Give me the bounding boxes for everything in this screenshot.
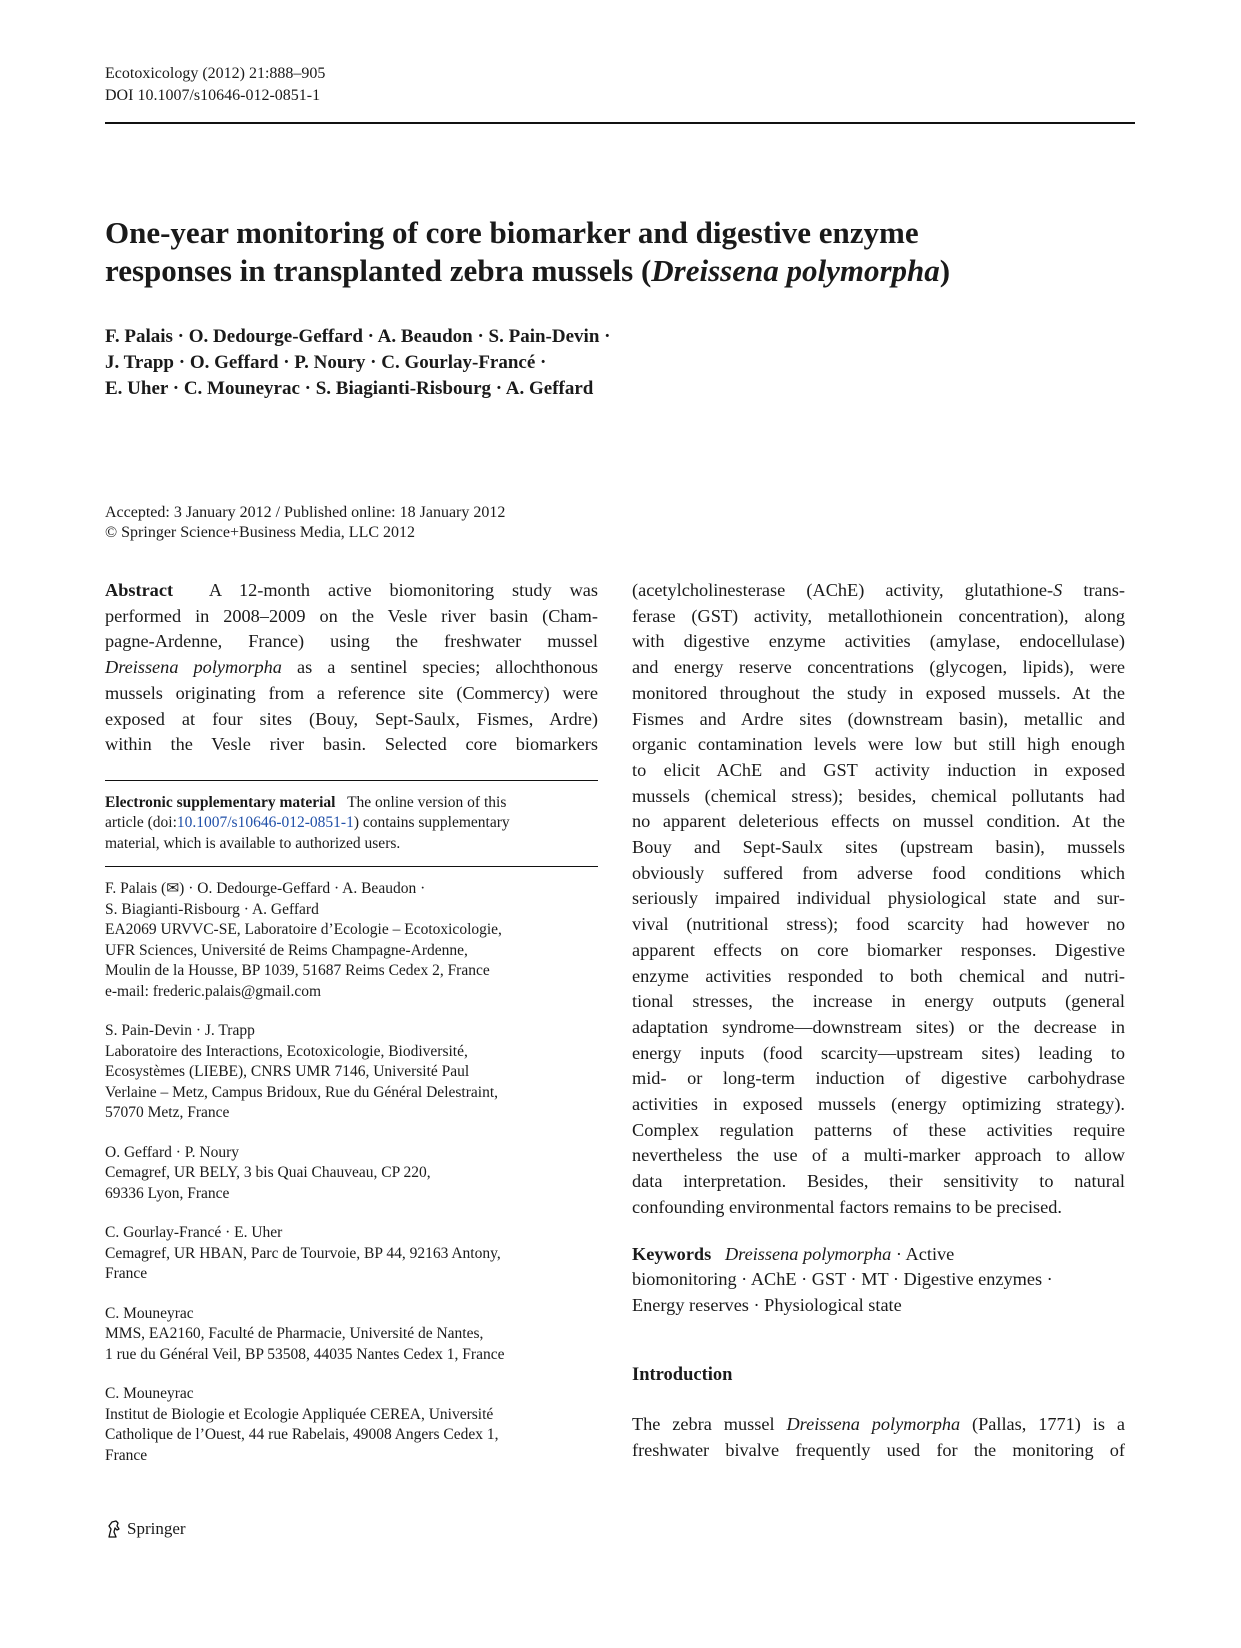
springer-horse-icon	[105, 1519, 123, 1539]
abstract-line: seriously impaired individual physiological state and sur-	[632, 888, 1125, 909]
abstract-line: exposed at four sites (Bouy, Sept-Saulx, Fismes, Ardre)	[105, 708, 598, 729]
abstract-line: vival (nutritional stress); food scarcity had however no	[632, 914, 1125, 935]
introduction-text: The zebra mussel Dreissena polymorpha (Pallas, 1771) is a freshwater bivalve frequently used for the monitoring of	[632, 1414, 1125, 1461]
abstract-heading: Abstract	[105, 580, 174, 600]
abstract-line: Bouy and Sept-Saulx sites (upstream basin), mussels	[632, 837, 1125, 858]
affiliation-block-6: C. Mouneyrac Institut de Biologie et Ecologie Appliquée CEREA, Université Catholique de l’Ouest, 44 rue Rabelais, 49008 Angers Cedex 1, France	[105, 1385, 499, 1464]
abstract-line: to elicit AChE and GST activity induction in exposed	[632, 759, 1125, 780]
publisher-name: Springer	[127, 1519, 186, 1538]
abstract-line: data interpretation. Besides, their sensitivity to natural	[632, 1171, 1125, 1192]
keywords-heading: Keywords	[632, 1243, 712, 1264]
abstract-right	[632, 578, 1125, 1221]
author-email[interactable]: e-mail: frederic.palais@gmail.com	[105, 982, 322, 1000]
right-column	[632, 578, 1125, 1464]
affiliation-block-1: F. Palais (✉) · O. Dedourge-Geffard · A. Beaudon · S. Biagianti-Risbourg · A. Geffard EA2069 URVVC-SE, Laboratoire d’Ecologie – Ecotoxicologie, UFR Sciences, Université de Reims Champagne-Ardenne, Moulin de la Housse, BP 1039, 51687 Reims Cedex 2, France e-mail: frederic.palais@gmail.com	[105, 879, 598, 1002]
abstract-line: mid- or long-term induction of digestive carbohydrase	[632, 1068, 1125, 1089]
abstract-line: Fismes and Ardre sites (downstream basin), metallic and	[632, 708, 1125, 729]
author-line-3: E. Uher · C. Mouneyrac · S. Biagianti-Risbourg · A. Geffard	[105, 378, 594, 399]
abstract-line: no apparent deleterious effects on mussel condition. At the	[632, 811, 1125, 832]
header-rule	[105, 122, 1135, 124]
author-line-1: F. Palais · O. Dedourge-Geffard · A. Beaudon · S. Pain-Devin ·	[105, 326, 611, 347]
author-list	[105, 324, 610, 402]
article-title	[105, 214, 1135, 290]
affiliation-block-2: S. Pain-Devin · J. Trapp Laboratoire des Interactions, Ecotoxicologie, Biodiversité, Ecosystèmes (LIEBE), CNRS UMR 7146, Université Paul Verlaine – Metz, Campus Bridoux, Rue du Général Delestraint, 57070 Metz, France	[105, 1022, 498, 1122]
esm-doi-link[interactable]: 10.1007/s10646-012-0851-1	[176, 814, 354, 832]
abstract-line: within the Vesle river basin. Selected core biomarkers	[105, 734, 598, 755]
affiliation-block-5: C. Mouneyrac MMS, EA2160, Faculté de Pharmacie, Université de Nantes, 1 rue du Général Veil, BP 53508, 44035 Nantes Cedex 1, France	[105, 1304, 505, 1363]
abstract-line: (acetylcholinesterase (AChE) activity, glutathione-S trans-	[632, 580, 1125, 600]
abstract-line: adaptation syndrome—downstream sites) or the decrease in	[632, 1016, 1125, 1037]
esm-rule-top	[105, 780, 598, 781]
introduction-heading-wrap	[632, 1363, 1125, 1389]
abstract-line: energy inputs (food scarcity—upstream sites) leading to	[632, 1042, 1125, 1063]
journal-citation: Ecotoxicology (2012) 21:888–905	[105, 65, 326, 82]
publication-dates	[105, 503, 505, 543]
abstract-line: ferase (GST) activity, metallothionein concentration), along	[632, 605, 1125, 626]
keywords: Keywords Dreissena polymorpha · Active biomonitoring · AChE · GST · MT · Digestive enzymes · Energy reserves · Physiological state	[632, 1243, 1053, 1315]
abstract-line: with digestive enzyme activities (amylase, endocellulase)	[632, 631, 1125, 652]
abstract-line: and energy reserve concentrations (glycogen, lipids), were	[632, 657, 1125, 678]
abstract-line: performed in 2008–2009 on the Vesle river basin (Cham-	[105, 605, 598, 626]
esm-heading: Electronic supplementary material	[105, 793, 336, 811]
abstract-line: enzyme activities responded to both chemical and nutri-	[632, 965, 1125, 986]
esm-rule-bottom	[105, 866, 598, 867]
abstract-line: mussels (chemical stress); besides, chemical pollutants had	[632, 785, 1125, 806]
abstract-line: organic contamination levels were low but still high enough	[632, 734, 1125, 755]
journal-header	[105, 63, 325, 107]
abstract-line: obviously suffered from adverse food conditions which	[632, 862, 1125, 883]
abstract-line: Complex regulation patterns of these activities require	[632, 1119, 1125, 1140]
publisher-footer	[105, 1519, 186, 1539]
abstract-line: mussels originating from a reference site (Commercy) were	[105, 682, 598, 703]
author-line-2: J. Trapp · O. Geffard · P. Noury · C. Gourlay-Francé ·	[105, 352, 547, 373]
title-species: Dreissena polymorpha	[651, 253, 940, 288]
abstract-line: nevertheless the use of a multi-marker approach to allow	[632, 1145, 1125, 1166]
title-line-1: One-year monitoring of core biomarker and digestive enzyme	[105, 215, 919, 250]
abstract-line: pagne-Ardenne, France) using the freshwater mussel	[105, 631, 598, 652]
accepted-published: Accepted: 3 January 2012 / Published online: 18 January 2012	[105, 504, 506, 521]
abstract-line: activities in exposed mussels (energy optimizing strategy).	[632, 1094, 1125, 1115]
abstract-line: apparent effects on core biomarker responses. Digestive	[632, 939, 1125, 960]
copyright: © Springer Science+Business Media, LLC 2012	[105, 524, 416, 541]
abstract-line: Dreissena polymorpha as a sentinel species; allochthonous	[105, 657, 598, 678]
affiliation-block-3: O. Geffard · P. Noury Cemagref, UR BELY, 3 bis Quai Chauveau, CP 220, 69336 Lyon, France	[105, 1143, 431, 1202]
esm-note: Electronic supplementary material The online version of this article (doi:10.1007/s10646-012-0851-1) contains supplementary material, which is available to authorized users.	[105, 793, 510, 852]
affiliation-block-4: C. Gourlay-Francé · E. Uher Cemagref, UR HBAN, Parc de Tourvoie, BP 44, 92163 Antony, France	[105, 1224, 501, 1283]
introduction-heading: Introduction	[632, 1364, 733, 1385]
doi: DOI 10.1007/s10646-012-0851-1	[105, 87, 321, 104]
abstract-line: monitored throughout the study in exposed mussels. At the	[632, 682, 1125, 703]
left-column	[105, 578, 598, 1466]
abstract-line: tional stresses, the increase in energy outputs (general	[632, 991, 1125, 1012]
title-line-2: responses in transplanted zebra mussels (Dreissena polymorpha)	[105, 253, 951, 288]
abstract-line: confounding environmental factors remains to be precised.	[632, 1196, 1062, 1217]
abstract-left	[105, 578, 598, 758]
abstract-line: Abstract A 12-month active biomonitoring study was	[105, 580, 598, 600]
